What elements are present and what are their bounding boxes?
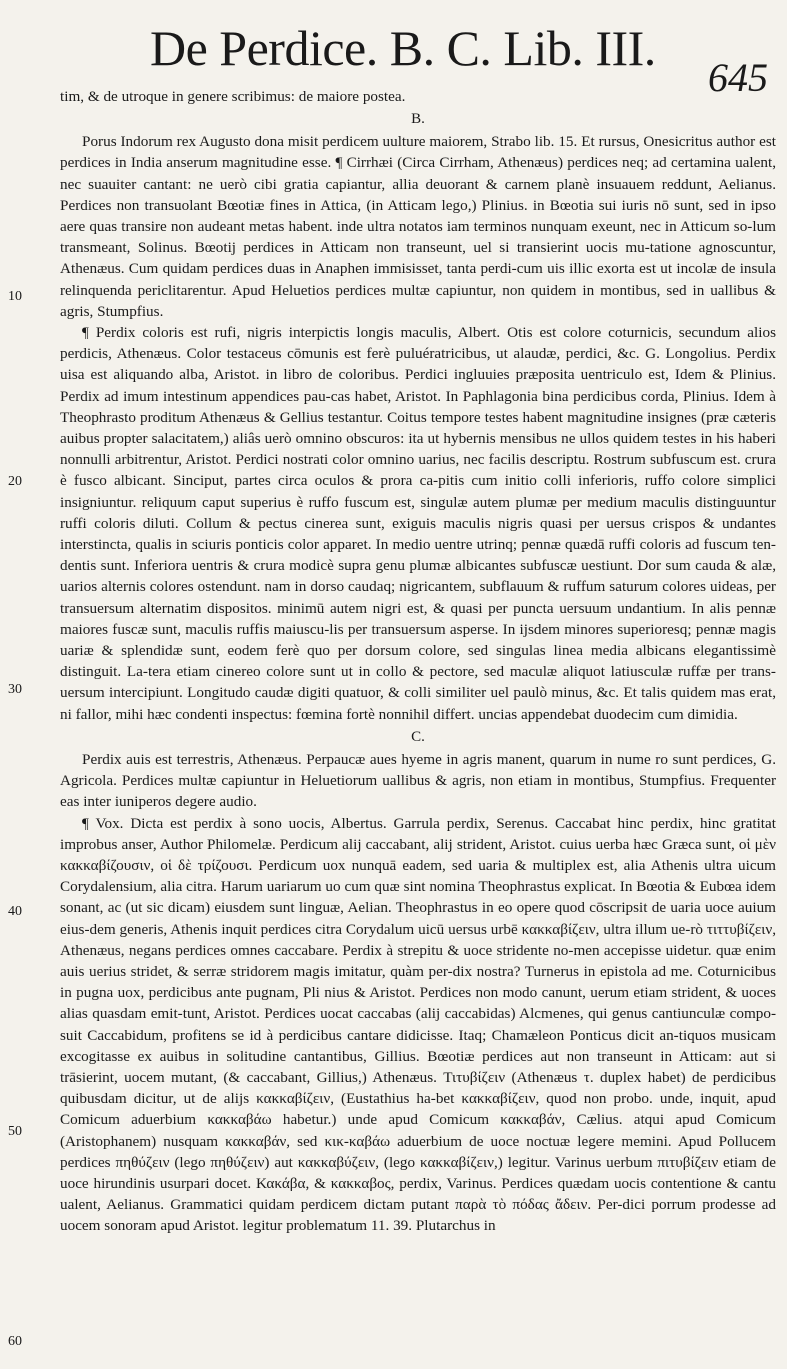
margin-line-number: 10 <box>8 289 22 304</box>
margin-line-number: 60 <box>8 1334 22 1349</box>
section-letter-c: C. <box>411 728 425 745</box>
margin-line-number: 20 <box>8 474 22 489</box>
text-body <box>60 86 776 1237</box>
margin-line-number: 30 <box>8 682 22 697</box>
paragraph-perdix-coloris: ¶ Perdix coloris est rufi, nigris interpictis longis maculis, Albert. Otis est colore coturnicis, secundum alios perdicis, Athenæus. Color testaceus cōmunis est ferè puluératricibus, ut alaudæ, perdici, &c. G. Longolius. Perdix uisa est aliquando alba, Aristot. in libro de coloribus. Perdici ingluuies præposita uentriculo est, Idem & Plinius. Perdix ad imum intestinum appendices pau-cas habet, Aristot. In Paphlagonia bina perdicibus corda, Plinius. Idem à Theophrasto proditum Athenæus & Gellius testantur. Coitus tempore testes habent magnitudine insignes (præ cæteris auibus propter salacitatem,) aliâs uerò omnino obscuros: ita ut hybernis mensibus ne ullos quidem testes in his haberi nonnulli arbitrentur, Aristot. Perdici nostrati color omnino uarius, nec facilis descriptu. Rostrum subfuscum est. crura è fusco albicant. Sinciput, partes circa oculos & prora ca-pitis cum initio colli inferioris, ruffo colore simplici insigniuntur. reliquum caput superius è ruffo fuscum est, singulæ autem plumæ per medium maculis distinguuntur ruffi coloris diluti. Collum & pectus cinerea sunt, exiguis maculis nigris quasi per uersus crispos & undantes interstincta, qualis in sciuris ponticis color apparet. In medio uentre utrinq; pennæ quædā ruffi coloris ad fuscum ten-dentis sunt. Inferiora uentris & crura modicè supra genu plumæ albicantes subfuscæ uestiunt. Dor sum cauda & alæ, uarios alternis colores ostendunt. nam in dorso caudaq; nigricantem, subflauum & ruffum saturum colores uideas, per transuersum alternatim dispositos. minimū autem nigri est, & quasi per puncta uersuum undantium. In alis pennæ maiores fuscæ sunt, maculis ruffis maiuscu-lis per transuersum asperse. In ijsdem minores superioresq; pennæ magis uariæ & splendidæ sunt, eodem ferè quo per dorsum colore, sed singulas linea media albicans elegantissimè distinguit. La-tera etiam cinereo colore sunt ut in collo & pectore, sed maculæ aliquot latiusculæ ruffæ per trans-uersum intercipiunt. Longitudo caudæ digiti quatuor, & colli similiter uel paulò minus, &c. Et talis quidem mas erat, ni fallor, mihi hæc condenti inspectus: fœmina fortè nonnihil differt. uncias appendebat duodecim cum dimidia. <box>60 324 776 723</box>
section-letter-b: B. <box>411 111 425 128</box>
paragraph-continuation: tim, & de utroque in genere scribimus: de maiore postea. <box>60 88 406 105</box>
paragraph-porus: Porus Indorum rex Augusto dona misit perdicem uulture maiorem, Strabo lib. 15. Et rursus, Onesicritus author est perdices in India anserum magnitudine esse. ¶ Cirrhæi (Circa Cirrham, Athenæus) perdices neq; ad certamina ualent, nec suauiter cantant: ne uerò cibi gratia capiantur, allia deuorant & carnem planè insuauem reddunt, Aelianus. Perdices non transuolant Bœotiæ fines in Attica, (in Atticam lego,) Plinius. in Bœotia sui iuris nō sunt, sed in ipso aere quas transire non audeant metas habent. inde ultra notatos iam terminos nunquam exeunt, nec in Atticum so-lum transmeant, Solinus. Bœotij perdices in Atticam non transeunt, uel si transierint uocis mu-tatione agnoscuntur, Athenæus. Cum quidam perdices duas in Anaphen immisisset, tanta perdi-cum uis illic exorta est ut incolæ de insula relinquenda periclitarentur. Apud Heluetios perdices multæ capiuntur, non quidem in montibus, sed in uallibus & agris, Stumpfius. <box>60 133 776 320</box>
paragraph-perdix-terrestris: Perdix auis est terrestris, Athenæus. Perpaucæ aues hyeme in agris manent, quarum in nume ro sunt perdices, G. Agricola. Perdices multæ capiuntur in Heluetiorum uallibus & agris, non etiam in montibus, Stumpfius. Frequenter eas inter iuniperos degere audio. <box>60 750 776 811</box>
page-number: 645 <box>708 55 768 100</box>
margin-line-number: 40 <box>8 904 22 919</box>
paragraph-vox: ¶ Vox. Dicta est perdix à sono uocis, Albertus. Garrula perdix, Serenus. Caccabat hinc perdix, hinc gratitat improbus anser, Author Philomelæ. Perdicum alij caccabant, alij strident, Aristot. cuius uerba hæc Græca sunt, οἱ μὲν κακκαβίζουσιν, οἱ δὲ τρίζουσι. Perdicum uox nunquā eadem, sed uaria & multiplex est, alia Athenis ultra uicum Corydalensium, alia citra. Harum uariarum uo cum quæ sint nomina Theophrastus explicat. In Bœotia & Eubœa idem sonant, ac (ut sic dicam) eiusdem sunt linguæ, Aelian. Theophrastus in eo opere quod cōscripsit de uaria uoce auium eius-dem generis, Athenis inquit perdices citra Corydalum uicū uersus urbē κακκαβίζειν, ultra illum ue-rò τιττυβίζειν, Athenæus, negans perdices omnes caccabare. Perdix à strepitu & uoce stridente no-men accepisse uidetur. quæ enim auis uerius stridet, & serræ stridorem magis imitatur, quàm per-dix nostra? Turnerus in epistola ad me. Coturnicibus in pugna uox, perdicibus ante pugnam, Pli nius & Aristot. Perdices non modo canunt, uerum etiam strident, & uoces alias quasdam emit-tunt, Aristot. Perdices uocat caccabas (alij caccabidas) Alcmenes, qui genus cantiunculæ compo-suit Caccabidum, profitens se id à perdicibus cantare didicisse. Itaq; Chamæleon Ponticus dicit an-tiquos musicam excogitasse ex auibus in solitudine cantantibus, Gillius. Bœotiæ perdices aut non transeunt in Atticam: aut si trāsierint, uocem mutant, (& caccabant, Gillius,) Athenæus. Τιτυβίζειν (Athenæus τ. duplex habet) de perdicibus quibusdam dicitur, ut de alijs κακκαβίζειν, (Eustathius ha-bet κακκαβίζειν, quod non probo. unde, inquit, apud Comicum aduerbium κακκαβάω habetur.) unde apud Comicum κακκαβάν, Cælius. atqui apud Comicum (Aristophanem) nusquam κακκαβάν, sed κικ-καβάω aduerbium de uoce noctuæ legere memini. Apud Pollucem perdices πηθύζειν (lego πηθύζειν) aut κακκαβύζειν, (lego κακκαβίζειν,) legitur. Varinus uerbum πιτυβίζειν etiam de uoce hirundinis usurpari docet. Κακάβα, & κακκαβος, perdix, Varinus. Perdices quædam uocis contentione & cantu ualent, Aelianus. Grammatici quidam perdicem dictam putant παρὰ τὸ πόδας ἄδειν. Per-dici porrum prodesse ad uocem sonoram apud Aristot. legitur problematum 11. 39. Plutarchus in <box>60 814 776 1235</box>
margin-line-number: 50 <box>8 1124 22 1139</box>
running-title: De Perdice. B. C. Lib. III. <box>150 20 656 76</box>
